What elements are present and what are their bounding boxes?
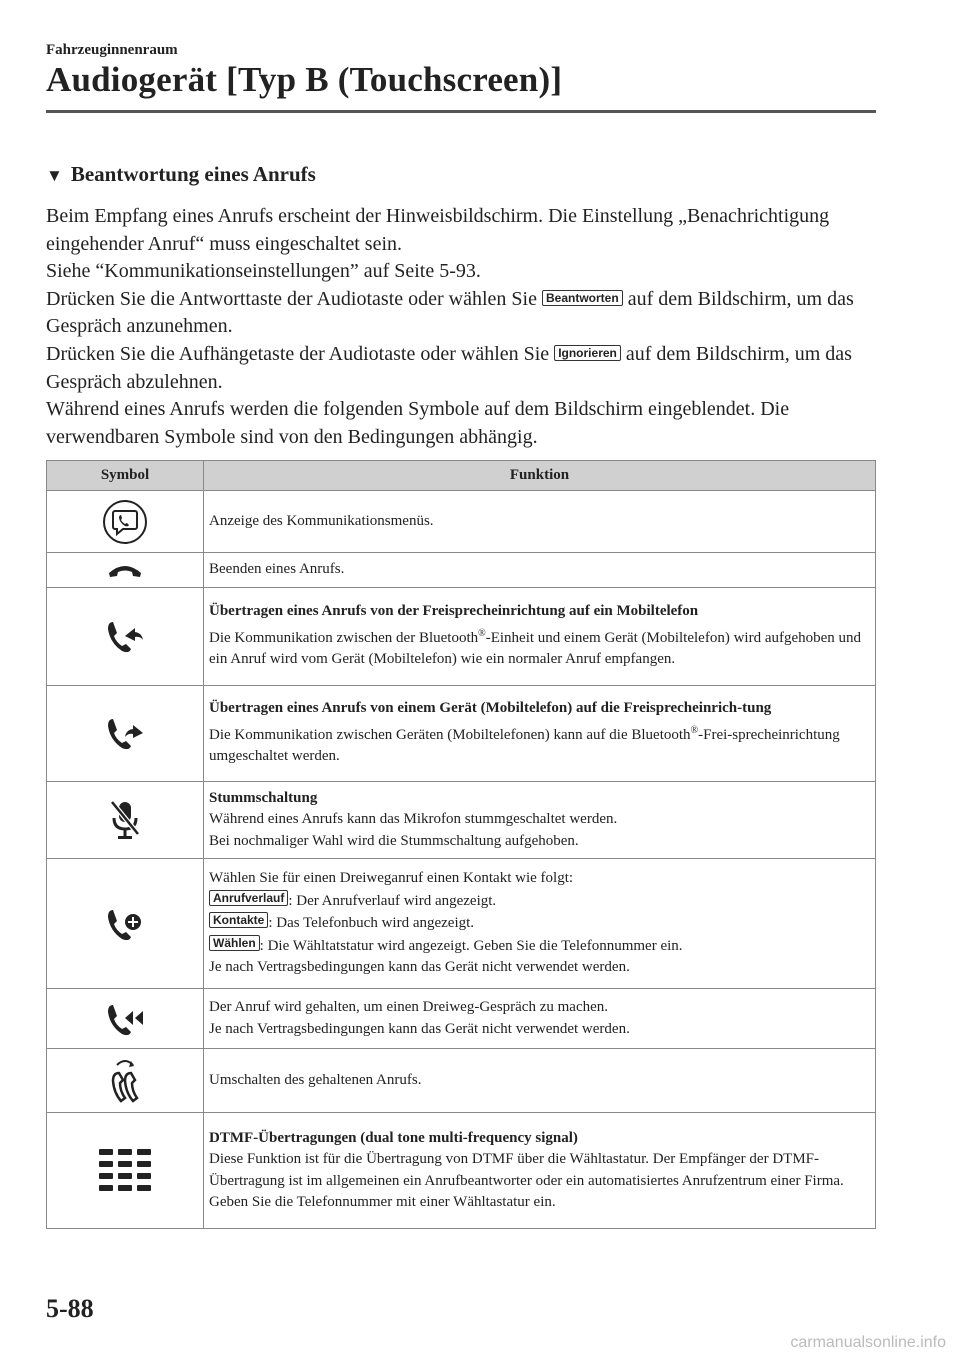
hang-up-icon	[107, 560, 143, 580]
function-description	[209, 720, 867, 768]
function-cell	[204, 781, 876, 859]
option-line	[209, 935, 867, 958]
function-description: Der Anruf wird gehalten, um einen Dreiweg-Gespräch zu machen.	[209, 999, 609, 1015]
function-description: Bei nochmaliger Wahl wird die Stummschaltung aufgehoben.	[209, 832, 579, 849]
function-cell	[204, 859, 876, 989]
header-function: Funktion	[204, 461, 876, 491]
function-description: Je nach Vertragsbedingungen kann das Gerät nicht verwendet werden.	[209, 1020, 630, 1037]
table-row	[47, 781, 876, 859]
symbol-cell	[47, 553, 204, 588]
transfer-to-handsfree-icon	[103, 711, 147, 755]
paragraph-reject	[46, 341, 876, 396]
table-row	[47, 1113, 876, 1229]
symbol-cell	[47, 491, 204, 553]
table-row	[47, 989, 876, 1049]
answer-text-b: auf dem Bildschirm, um das Gespräch anzunehmen.	[46, 287, 854, 338]
table-row	[47, 553, 876, 588]
symbol-cell	[47, 587, 204, 685]
table-row	[47, 685, 876, 781]
header-symbol: Symbol	[47, 461, 204, 491]
function-intro: Wählen Sie für einen Dreiweganruf einen Kontakt wie folgt:	[209, 870, 574, 887]
mute-microphone-icon	[107, 798, 143, 842]
option-description: : Die Wähltatstatur wird angezeigt. Geben Sie die Telefonnummer ein.	[259, 937, 683, 954]
title-divider	[46, 110, 876, 113]
symbol-table	[46, 460, 876, 1229]
function-cell	[204, 1049, 876, 1113]
reject-text-a: Drücken Sie die Aufhängetaste der Audiotaste oder wählen Sie	[46, 342, 555, 365]
transfer-to-phone-icon	[103, 614, 147, 658]
page-title: Audiogerät [Typ B (Touchscreen)]	[46, 60, 563, 99]
function-text: Beenden eines Anrufs.	[209, 561, 345, 577]
answer-button[interactable]: Beantworten	[542, 290, 623, 306]
function-cell	[204, 1113, 876, 1229]
symbol-cell	[47, 1049, 204, 1113]
function-description	[209, 623, 867, 671]
symbol-cell	[47, 685, 204, 781]
paragraph-answer	[46, 286, 876, 341]
add-call-icon	[103, 902, 147, 946]
symbol-cell	[47, 1113, 204, 1229]
table-row	[47, 587, 876, 685]
paragraph-reference: Siehe “Kommunikationseinstellungen” auf Seite 5-93.	[46, 260, 481, 283]
function-title: Übertragen eines Anrufs von der Freisprecheinrichtung auf ein Mobiltelefon	[209, 603, 699, 620]
dial-button[interactable]: Wählen	[209, 935, 260, 951]
symbol-cell	[47, 781, 204, 859]
keypad-icon	[97, 1147, 153, 1195]
merge-call-icon	[103, 999, 147, 1039]
function-title: DTMF-Übertragungen (dual tone multi-frequency signal)	[209, 1129, 578, 1146]
function-text: Umschalten des gehaltenen Anrufs.	[209, 1071, 422, 1088]
table-header-row	[47, 461, 876, 491]
function-title: Stummschaltung	[209, 789, 318, 806]
function-cell	[204, 553, 876, 588]
function-description: Diese Funktion ist für die Übertragung von DTMF über die Wähltastatur. Der Empfänger der DTMF-Übertragung ist im allgemeinen ein Anrufbeantworter oder ein automatisiertes Anrufzentrum einer Firma.	[209, 1151, 844, 1189]
function-title: Übertragen eines Anrufs von einem Gerät (Mobiltelefon) auf die Freisprecheinrich-tung	[209, 700, 772, 717]
table-row	[47, 859, 876, 989]
table-row	[47, 491, 876, 553]
watermark: carmanualsonline.info	[790, 1334, 946, 1351]
table-row	[47, 1049, 876, 1113]
function-note: Je nach Vertragsbedingungen kann das Gerät nicht verwendet werden.	[209, 959, 630, 976]
reject-text-b: auf dem Bildschirm, um das Gespräch abzulehnen.	[46, 342, 852, 393]
section-heading-text: Beantwortung eines Anrufs	[70, 162, 316, 186]
description-part: Die Kommunikation zwischen Geräten (Mobiltelefonen) kann auf die Bluetooth	[209, 726, 691, 743]
chapter-label: Fahrzeuginnenraum	[46, 42, 178, 58]
contacts-button[interactable]: Kontakte	[209, 912, 268, 928]
option-line	[209, 890, 867, 913]
description-part: -Frei-sprecheinrichtung umgeschaltet werden.	[209, 726, 840, 765]
symbol-cell	[47, 989, 204, 1049]
call-history-button[interactable]: Anrufverlauf	[209, 890, 288, 906]
paragraph-notification: Beim Empfang eines Anrufs erscheint der Hinweisbildschirm. Die Einstellung „Benachrichtigung eingehender Anruf“ muss eingeschaltet sein.	[46, 205, 830, 255]
function-cell	[204, 491, 876, 553]
function-cell	[204, 989, 876, 1049]
option-description: : Das Telefonbuch wird angezeigt.	[268, 915, 475, 932]
function-description: Geben Sie die Telefonnummer mit einer Wähltastatur ein.	[209, 1194, 556, 1210]
description-part: -Einheit und einem Gerät (Mobiltelefon) wird aufgehoben und ein Anruf wird vom Gerät (Mobiltelefon) wie ein normaler Anruf empfangen.	[209, 629, 862, 668]
paragraph-symbols: Während eines Anrufs werden die folgenden Symbole auf dem Bildschirm eingeblendet. Die verwendbaren Symbole sind von den Bedingungen abhängig.	[46, 398, 790, 448]
section-heading	[46, 162, 316, 187]
triangle-marker-icon: ▼	[46, 166, 63, 185]
function-description: Während eines Anrufs kann das Mikrofon stummgeschaltet werden.	[209, 811, 618, 827]
function-cell	[204, 685, 876, 781]
answer-text-a: Drücken Sie die Antworttaste der Audiotaste oder wählen Sie	[46, 287, 542, 310]
swap-call-icon	[103, 1055, 147, 1107]
description-part: Die Kommunikation zwischen der Bluetooth	[209, 629, 479, 646]
symbol-cell	[47, 859, 204, 989]
function-text: Anzeige des Kommunikationsmenüs.	[209, 512, 434, 529]
section-body	[46, 203, 876, 451]
communication-menu-icon	[101, 498, 149, 546]
function-cell	[204, 587, 876, 685]
ignore-button[interactable]: Ignorieren	[554, 345, 621, 361]
registered-mark: ®	[690, 724, 699, 736]
option-description: : Der Anrufverlauf wird angezeigt.	[288, 892, 497, 909]
page-number: 5-88	[46, 1294, 94, 1323]
registered-mark: ®	[478, 627, 486, 639]
option-line	[209, 912, 867, 935]
